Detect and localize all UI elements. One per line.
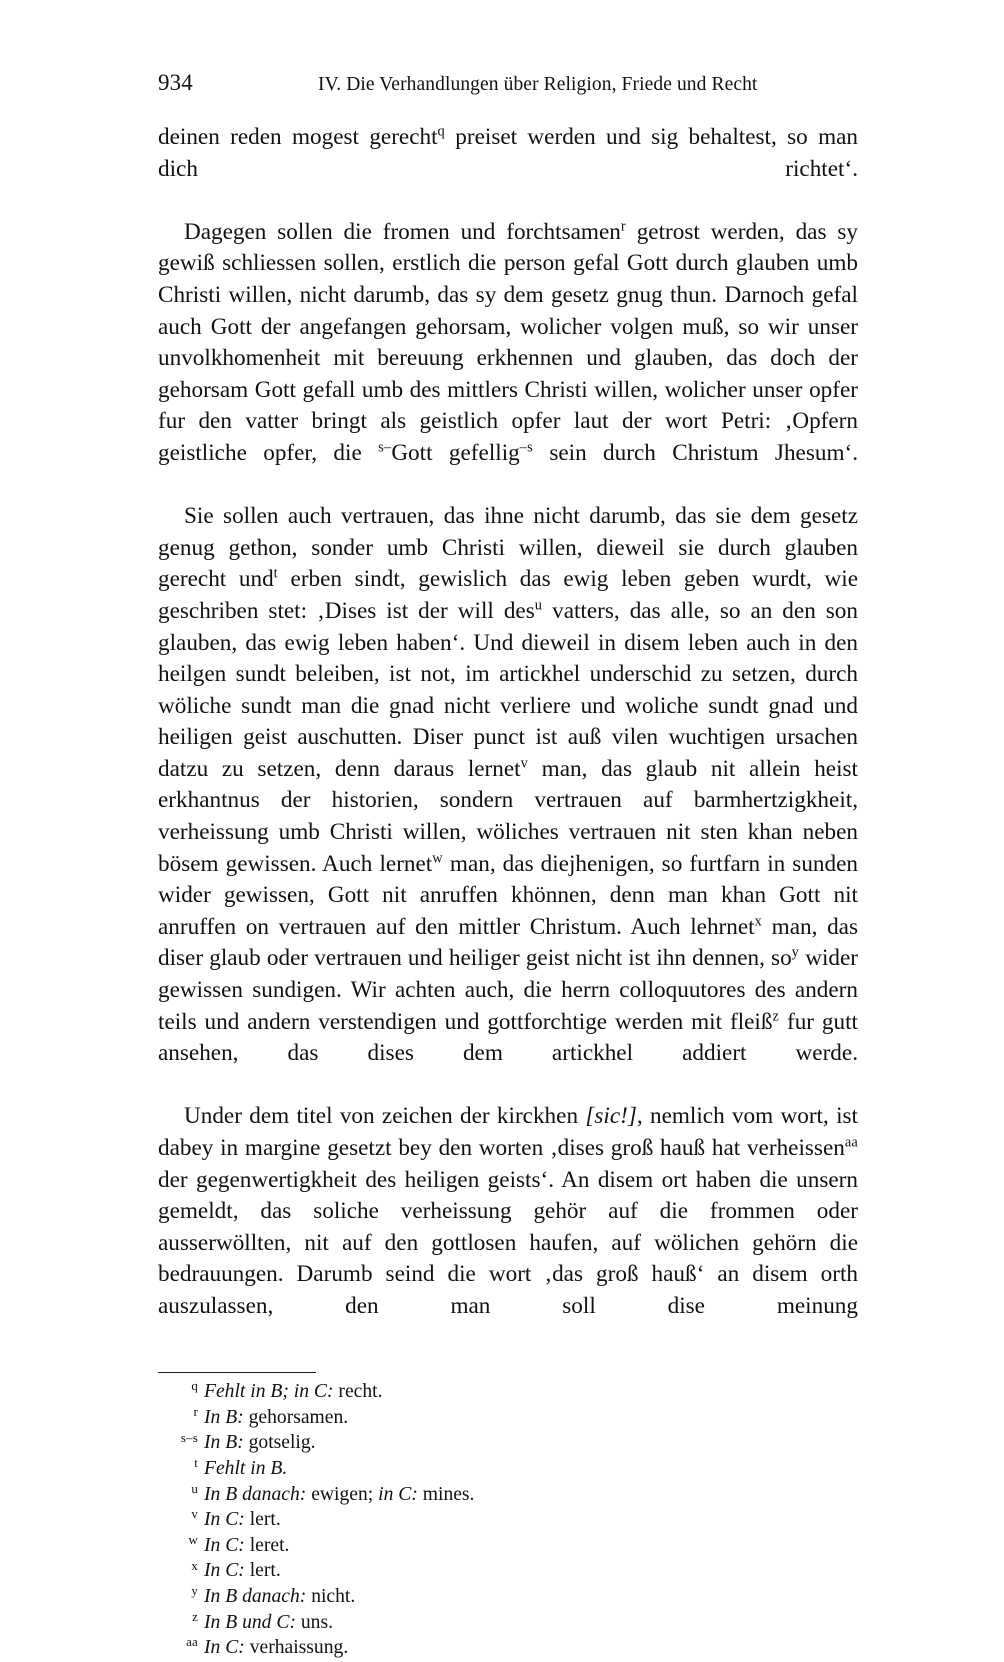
body-text [158,122,858,1354]
footnote-entry [158,1608,858,1637]
italic-text: In B: [204,1432,244,1454]
page-number: 934 [158,70,193,95]
italic-text: In B danach: [204,1483,307,1505]
footnote-marker: q [191,1378,198,1394]
italic-text: In C: [204,1534,245,1556]
footnote-entry [158,1431,858,1457]
footnote-text: Fehlt in B; in C: recht. [204,1381,383,1403]
footnote-entry [158,1534,858,1560]
footnote-text: In B danach: ewigen; in C: mines. [204,1483,475,1505]
footnote-marker: t [194,1455,198,1471]
body-paragraph: Sie sollen auch vertrauen, das ihne nicht darumb, das sie dem gesetz genug gethon, sonder umb Christi willen, dieweil sie durch glauben gerecht und$^t$ erben sindt, gewislich das ewig leben geben wurdt, wie geschriben stet: ‚Dises ist der will des$^u$ vatters, das alle, so an den son glauben, das ewig leben haben‘. Und dieweil in disem leben auch in den heilgen sundt beleiben, ist not, im artickhel underschid zu setzen, durch wöliche sundt man die gnad nicht verliere und woliche sundt gnad und heiligen geist auschutten. Diser punct ist auß vilen wuchtigen ursachen datzu zu setzen, denn daraus lernet$^v$ man, das glaub nit allein heist erkhantnus der historien, sondern vertrauen auf barmhertzigkheit, verheissung umb Christi willen, wöliches vertrauen nit sten khan neben bösem gewissen. Auch lernet$^w$ man, das diejhenigen, so furtfarn in sunden wider gewissen, Gott nit anruffen khönnen, denn man khan Gott nit anruffen on vertrauen auf den mittler Christum. Auch lehrnet$^x$ man, das diser glaub oder vertrauen und heiliger geist nicht ist ihn dennen, so$^y$ wider gewissen sundigen. Wir achten auch, die herrn colloquutores des andern teils und andern verstendigen und gottforchtige werden mit fleiß$^z$ fur gutt ansehen, das dises dem artickhel addiert werde. [158,503,859,1067]
footnote-reference-marker: x [754,913,762,930]
footnote-reference-marker: r [620,218,626,235]
footnote-marker: u [191,1480,198,1496]
footnote-entry [158,1380,858,1406]
italic-text: In C: [204,1637,245,1659]
italic-text: In B und C: [204,1611,296,1633]
body-paragraph: deinen reden mogest gerecht$^q$ preiset werden und sig behaltest, so man dich richtet‘. [158,123,858,182]
footnote-entry [158,1585,858,1611]
italic-text: in C: [378,1483,418,1505]
footnote-text: In B und C: uns. [204,1611,334,1633]
page-content [158,70,858,1662]
footnote-reference-marker: z [772,1007,780,1024]
italic-text: In C: [204,1509,245,1531]
body-paragraph: Dagegen sollen die fromen und forchtsamen$^r$ getrost werden, das sy gewiß schliessen sollen, erstlich die person gefal Gott durch glauben umb Christi willen, nicht darumb, das sy dem gesetz gnug thun. Darnoch gefal auch Gott der angefangen gehorsam, wolicher volgen muß, so wir unser unvolkhomenheit mit bereuung erkhennen und glauben, das doch der gehorsam Gott gefall umb des mittlers Christi willen, wolicher unser opfer fur den vatter bringt als geistlich opfer laut der wort Petri: ‚Opfern geistliche opfer, die $^{s-}$Gott gefellig$^{-s}$ sein durch Christum Jhesum‘. [158,218,859,466]
footnote-reference-marker: w [432,849,443,866]
footnote-separator-rule [158,1372,316,1373]
italic-text: Fehlt in B; in C: [204,1381,334,1403]
footnote-text: In C: lert. [204,1509,281,1531]
footnote-reference-marker: –s [519,439,533,456]
footnote-apparatus [158,1380,858,1662]
footnote-marker: x [191,1557,198,1573]
italic-text: In B: [204,1406,244,1428]
italic-text: Fehlt in B. [204,1457,288,1479]
footnote-reference-marker: aa [844,1134,858,1151]
footnote-marker: v [191,1506,198,1522]
footnote-entry [158,1457,858,1483]
italic-text: In B danach: [204,1585,307,1607]
body-paragraph: Under dem titel von zeichen der kirckhen [sic!], nemlich vom wort, ist dabey in margine gesetzt bey den worten ‚dises groß hauß hat verheissen$^{aa}$ der gegenwertigkheit des heiligen geists‘. An disem ort haben die unsern gemeldt, das soliche verheissung gehör auf die frommen oder ausserwöllten, nit auf den gottlosen haufen, auf wölichen gehörn die bedrauungen. Darumb seind die wort ‚das groß hauß‘ an disem orth auszulassen, den man soll dise meinung [158,1103,858,1319]
italic-text: In C: [204,1560,245,1582]
footnote-reference-marker: u [534,597,543,614]
footnote-text [204,1457,858,1482]
italic-text: [sic!] [585,1103,637,1130]
footnote-text: In B danach: nicht. [204,1585,356,1607]
footnote-reference-marker: y [791,944,800,961]
footnote-text: In B: gehorsamen. [204,1406,349,1428]
footnote-marker: s–s [180,1429,198,1445]
footnote-entry [158,1480,858,1509]
footnote-marker: w [188,1532,198,1547]
footnote-entry [158,1636,858,1662]
footnote-entry [158,1406,858,1432]
footnote-reference-marker: v [520,755,528,772]
footnote-marker: y [191,1583,198,1599]
footnote-reference-marker: s– [378,439,392,456]
footnote-marker: r [193,1404,198,1420]
footnote-text: In C: lert. [204,1560,281,1582]
footnote-text: In C: leret. [204,1534,290,1556]
footnote-entry [158,1508,858,1534]
footnote-text: In C: verhaissung. [204,1637,349,1659]
footnote-text: In B: gotselig. [204,1432,316,1454]
footnote-reference-marker: t [273,565,278,582]
footnote-reference-marker: q [437,123,445,140]
running-head-title: IV. Die Verhandlungen über Religion, Friede und Recht [318,74,758,95]
running-head [158,70,858,104]
footnote-marker: aa [186,1634,198,1650]
footnote-entry [158,1559,858,1585]
footnote-marker: z [192,1608,198,1624]
